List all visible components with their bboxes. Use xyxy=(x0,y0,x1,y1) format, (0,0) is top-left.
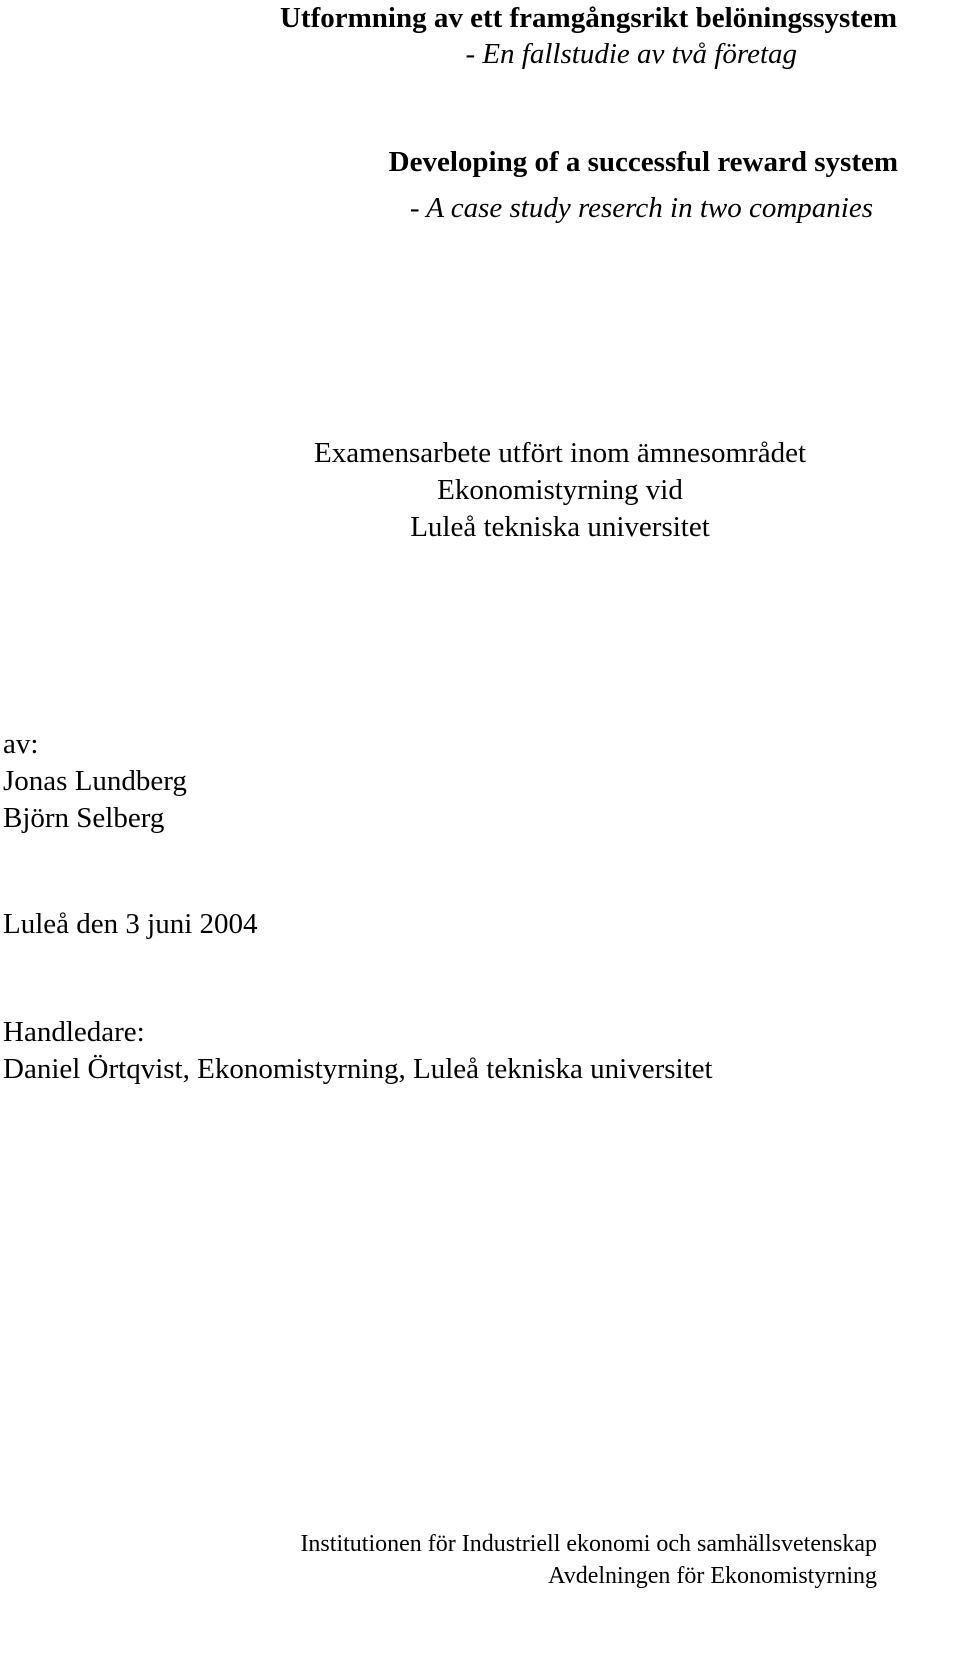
supervisor-name: Daniel Örtqvist, Ekonomistyrning, Luleå tekniska universitet xyxy=(3,1053,713,1085)
supervisor-label: Handledare: xyxy=(3,1016,145,1048)
description-line-1: Examensarbete utfört inom ämnesområdet xyxy=(313,437,807,469)
author-name: Björn Selberg xyxy=(3,802,165,834)
description-line-2: Ekonomistyrning vid xyxy=(437,474,683,506)
author-name: Jonas Lundberg xyxy=(3,765,187,797)
footer-department: Avdelningen för Ekonomistyrning xyxy=(548,1563,877,1589)
authors-label: av: xyxy=(3,728,39,760)
footer-institution: Institutionen för Industriell ekonomi och samhällsvetenskap xyxy=(300,1531,877,1557)
swedish-title: Utformning av ett framgångsrikt belöningssystem xyxy=(279,2,897,34)
description-line-3: Luleå tekniska universitet xyxy=(410,511,710,543)
date-line: Luleå den 3 juni 2004 xyxy=(3,908,258,940)
english-subtitle: - A case study reserch in two companies xyxy=(409,192,873,224)
swedish-subtitle: - En fallstudie av två företag xyxy=(465,38,797,70)
english-title: Developing of a successful reward system xyxy=(388,146,898,178)
